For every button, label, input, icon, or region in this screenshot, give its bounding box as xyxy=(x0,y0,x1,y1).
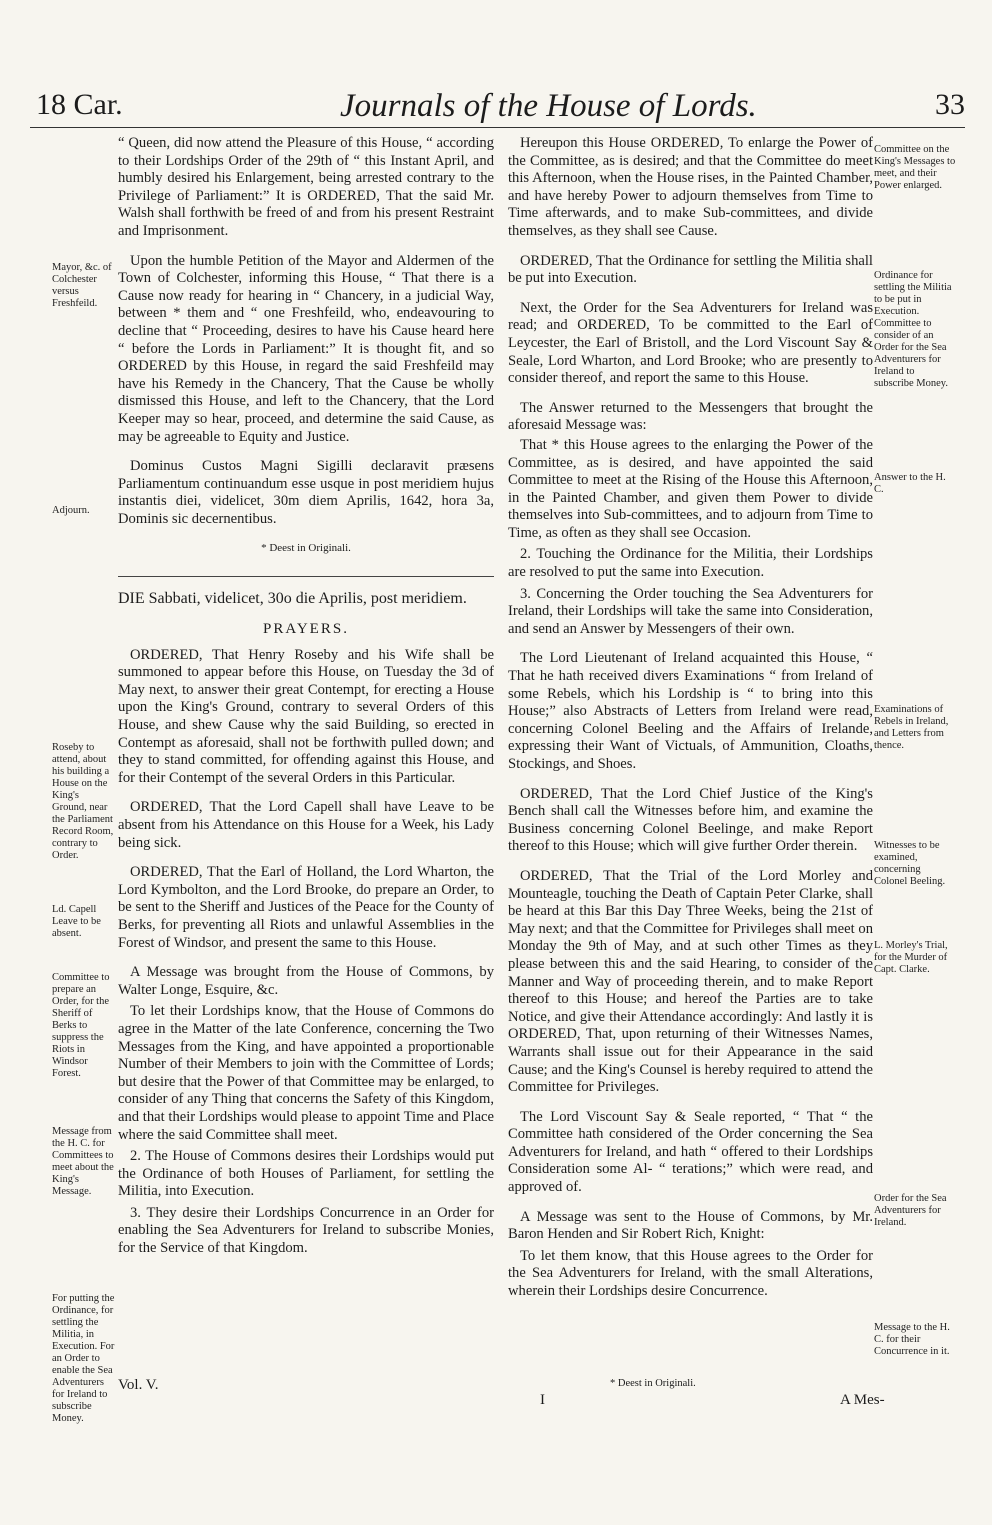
paragraph-militia-request: 2. The House of Commons desires their Lordships would put the Ordinance of both Houses of Parliament, for settling the Militia, into Execution. xyxy=(118,1148,494,1200)
paragraph-concurrence: To let them know, that this House agrees to the Order for the Sea Adventurers for Ireland, with the small Alterations, wherein their Lordships desire Concurrence. xyxy=(508,1247,873,1300)
margin-note-ordinance-execution: Ordinance for settling the Militia to be put in Execution. Committee to consider of an Order for the Sea Adventurers for Ireland to subscribe Money. xyxy=(874,270,952,389)
paragraph-walsh: “ Queen, did now attend the Pleasure of this House, “ according to their Lordships Order of the 29th of “ this Instant April, and humbly desired his Enlargement, being arrested contrary to the Privilege of Parliament:” It is ORDERED, That the said Mr. Walsh shall forthwith be freed of and from his present Restraint and Imprisonment. xyxy=(118,135,494,239)
paragraph-conference: To let their Lordships know, that the House of Commons do agree in the Matter of the late Conference, concerning the Two Messages from the King, and have appointed a proportionable Number of their Members to join with the Committee of Lords; but desire that the Power of that Committee may be enlarged, to consider of any Thing that concerns the Safety of this Kingdom, and that their Lordships would please to appoint Time and Place where the said Committee shall meet. xyxy=(118,1003,494,1143)
margin-note-morley-trial: L. Morley's Trial, for the Murder of Capt. Clarke. xyxy=(874,940,948,975)
margin-note-sea-adventurers: Order for the Sea Adventurers for Ireland. xyxy=(874,1193,947,1228)
paragraph-chief-justice: ORDERED, That the Lord Chief Justice of the King's Bench shall call the Witnesses before him, and examine the Business concerning Colonel Beelinge, and make Report thereof to this House; which will give further Order therein. xyxy=(508,785,873,855)
paragraph-adjournment: Dominus Custos Magni Sigilli declaravit præsens Parliamentum continuandum esse usque in post meridiem hujus instantis diei, videlicet, 30m diem Aprilis, 1642, hora 3a, Dominis sic decernentibus. xyxy=(118,458,494,527)
footnote-deest: * Deest in Originali. xyxy=(261,542,351,555)
margin-note-militia-ordinance: For putting the Ordinance, for settling the Militia, in Execution. For an Order to enable the Sea Adventurers for Ireland to subscribe Money. xyxy=(52,1293,115,1424)
paragraph-answer-1: That * this House agrees to the enlarging the Power of the Committee, as is desired, and have appointed the said Committee to meet at the Rising of the House this Afternoon, in the Painted Chamber, and given them Power to divide themselves into Sub-committees, and to adjourn from Time to Time, as often as they shall see Occasion. xyxy=(508,436,873,541)
margin-note-adjourn: Adjourn. xyxy=(52,505,90,516)
paragraph-sea-order-committed: Next, the Order for the Sea Adventurers for Ireland was read; and ORDERED, To be committed to the Earl of Leycester, the Earl of Bristoll, and the Lord Viscount Say & Seale, Lord Wharton, and Lord Brooke; who are presently to consider thereof, and report the same to this House. xyxy=(508,299,873,387)
paragraph-lord-lieutenant: The Lord Lieutenant of Ireland acquainted this House, “ That he hath received divers Examinations “ from Ireland of some Rebels, which his Lordship is “ to bring into this House;” also Abstracts of Letters from Ireland were read, concerning Colonel Beeling and the Affairs of Irelande, expressing their Want of Victuals, of Ammunition, Cloaths, Stockings, and Shoes. xyxy=(508,650,873,772)
paragraph-message-sent: A Message was sent to the House of Commons, by Mr. Baron Henden and Sir Robert Rich, Knight: xyxy=(508,1208,873,1243)
page-number: 33 xyxy=(935,88,965,121)
margin-note-berks-committee: Committee to prepare an Order, for the Sheriff of Berks to suppress the Riots in Windsor Forest. xyxy=(52,972,110,1079)
paragraph-message-commons: A Message was brought from the House of Commons, by Walter Longe, Esquire, &c. xyxy=(118,964,494,998)
paragraph-say-seale-report: The Lord Viscount Say & Seale reported, “ That “ the Committee hath considered of the Order concerning the Sea Adventurers for Ireland, and hath “ offered to their Lordships Consideration some Al- “ terations;” which were read, and approved of. xyxy=(508,1108,873,1196)
margin-note-witnesses: Witnesses to be examined, concerning Colonel Beeling. xyxy=(874,840,946,887)
footer-signature: I xyxy=(540,1392,545,1408)
margin-note-committee-enlarged: Committee on the King's Messages to meet, and their Power enlarged. xyxy=(874,144,956,191)
footer-note: * Deest in Originali. xyxy=(610,1378,696,1389)
paragraph-committee-enlarged: Hereupon this House ORDERED, To enlarge the Power of the Committee, as is desired; and that the Committee do meet this Afternoon, when the House rises, in the Painted Chamber, and have hereby Power to adjourn themselves from Time to Time afterwards, and to make Sub-committees, and divide themselves, as they shall see Cause. xyxy=(508,135,873,239)
margin-note-answer-hc: Answer to the H. C. xyxy=(874,472,946,495)
session-heading: DIE Sabbati, videlicet, 30o die Aprilis, post meridiem. xyxy=(118,590,467,608)
left-column xyxy=(118,135,494,1270)
paragraph-roseby: ORDERED, That Henry Roseby and his Wife shall be summoned to appear before this House, on Tuesday the 3d of May next, to answer their great Contempt, for erecting a House upon the King's Ground, contrary to several Orders of this House, and shew Cause why the said Building, so erected in Contempt as aforesaid, shall not be forthwith pulled down; and they to stand committed, for offending against this House, and for their Contempt of the several Orders in this Particular. xyxy=(118,646,494,786)
margin-note-roseby: Roseby to attend, about his building a House on the King's Ground, near the Parliament Record Room, contrary to Order. xyxy=(52,742,114,861)
footer-catchword: A Mes- xyxy=(840,1392,885,1408)
paragraph-colchester-petition: Upon the humble Petition of the Mayor and Aldermen of the Town of Colchester, informing this House, “ That there is a Cause now ready for hearing in “ Chancery, in a judicial Way, between * them and “ one Freshfeild, who, endeavouring to decline that “ Proceeding, desires to have his Cause heard here “ before the Lords in Parliament:” It is thought fit, and so ORDERED by this House, in regard the said Freshfeild may have his Remedy in the Chancery, That the Cause be wholly dismissed this House, and left to the Chancery, that the Lord Keeper may so hear, proceed, and determine the said Cause, as may be agreeable to Equity and Justice. xyxy=(118,252,494,445)
prayers-heading: PRAYERS. xyxy=(263,621,349,638)
paragraph-sea-adventurers-request: 3. They desire their Lordships Concurrence in an Order for enabling the Sea Adventurers for Ireland to subscribe Monies, for the Service of that Kingdom. xyxy=(118,1204,494,1257)
margin-note-concurrence: Message to the H. C. for their Concurrence in it. xyxy=(874,1322,950,1357)
paragraph-answer-2: 2. Touching the Ordinance for the Militia, their Lordships are resolved to put the same into Execution. xyxy=(508,546,873,581)
paragraph-morley-trial: ORDERED, That the Trial of the Lord Morley and Mounteagle, touching the Death of Captain Peter Clarke, shall be heard at this Bar this Day Three Weeks, being the 21st of May next; and that the Committee for Privileges shall meet on Monday the 9th of May, and at such other Times as they please between this and the said Hearing, to consider of the Manner and Way of proceeding therein, and to make Report thereof to this House; and hereof the Parties are to take Notice, and give their Attendance accordingly: And lastly it is ORDERED, That, upon returning of their Witnesses Names, Warrants shall issue out for their Appearance in the said Cause; and the King's Counsel is hereby required to attend the Committee for Privileges. xyxy=(508,867,873,1096)
footer-volume: Vol. V. xyxy=(118,1377,159,1393)
header-rule xyxy=(30,127,965,128)
header-regnal-year: 18 Car. xyxy=(36,88,123,121)
paragraph-militia-execution: ORDERED, That the Ordinance for settling the Militia shall be put into Execution. xyxy=(508,252,873,287)
paragraph-berks-order: ORDERED, That the Earl of Holland, the Lord Wharton, the Lord Kymbolton, and the Lord Brooke, do prepare an Order, to be sent to the Sheriff and Justices of the Peace for the County of Berks, for preventing all Riots and unlawful Assemblies in the Forest of Windsor, and present the same to this House. xyxy=(118,864,494,951)
header-title: Journals of the House of Lords. xyxy=(340,88,757,124)
margin-note-hc-message: Message from the H. C. for Committees to meet about the King's Message. xyxy=(52,1126,114,1197)
margin-note-capell: Ld. Capell Leave to be absent. xyxy=(52,904,101,939)
margin-note-examinations: Examinations of Rebels in Ireland, and Letters from thence. xyxy=(874,704,949,751)
paragraph-answer-3: 3. Concerning the Order touching the Sea Adventurers for Ireland, their Lordships will take the same into Consideration, and send an Answer by Messengers of their own. xyxy=(508,585,873,637)
paragraph-capell: ORDERED, That the Lord Capell shall have Leave to be absent from his Attendance on this House for a Week, his Lady being sick. xyxy=(118,799,494,851)
right-column xyxy=(508,135,873,1313)
section-divider xyxy=(118,576,494,577)
paragraph-answer-intro: The Answer returned to the Messengers that brought the aforesaid Message was: xyxy=(508,399,873,434)
margin-note-colchester: Mayor, &c. of Colchester versus Freshfeild. xyxy=(52,262,112,309)
running-header xyxy=(30,88,965,128)
